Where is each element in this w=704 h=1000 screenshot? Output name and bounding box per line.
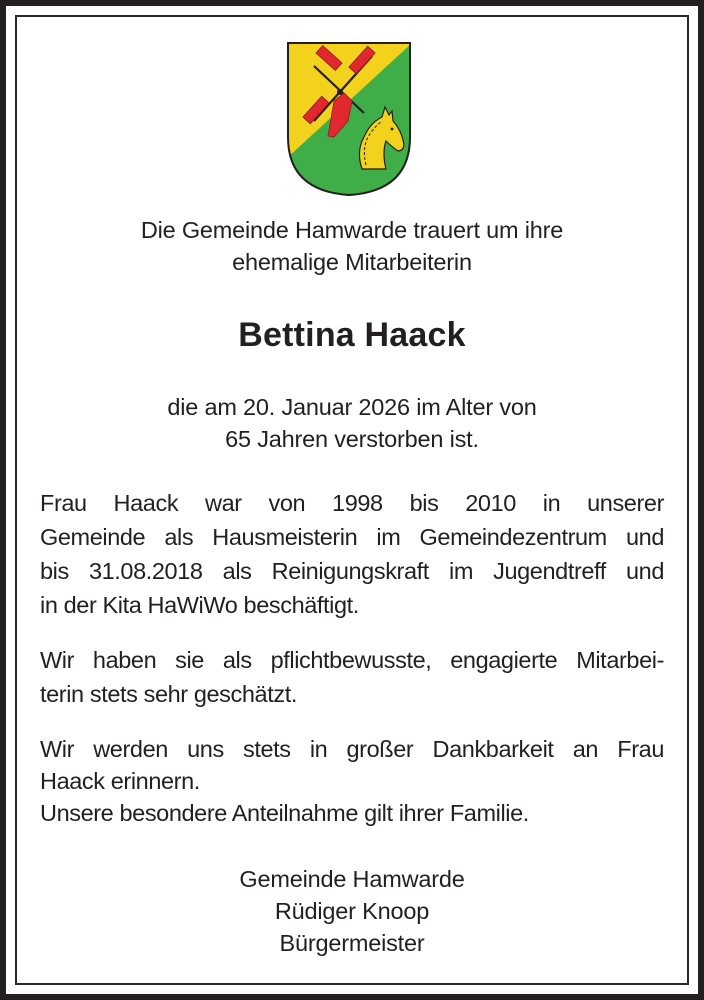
intro-line-2: ehemalige Mitarbeiterin [232, 249, 472, 275]
paragraph-line: Frau Haack war von 1998 bis 2010 in unserer [40, 490, 664, 516]
paragraph-line: bis 31.08.2018 als Reinigungskraft im Jugendtreff und [40, 558, 664, 584]
death-notice-line-2: 65 Jahren verstorben ist. [225, 426, 479, 452]
paragraph-line: Gemeinde als Hausmeisterin im Gemeindezentrum und [40, 524, 664, 550]
death-notice [0, 391, 704, 455]
paragraph-line: in der Kita HaWiWo beschäftigt. [40, 592, 359, 618]
paragraph-line: Haack erinnern. [40, 768, 200, 794]
paragraph-line: Wir werden uns stets in großer Dankbarkeit an Frau [40, 736, 664, 762]
paragraph-line: Unsere besondere Anteilnahme gilt ihrer Familie. [40, 800, 529, 826]
signature-title: Bürgermeister [279, 930, 425, 956]
signature-organization: Gemeinde Hamwarde [239, 866, 465, 892]
signature-block [0, 863, 704, 959]
coat-of-arms-icon [286, 41, 412, 197]
intro-text [0, 214, 704, 278]
paragraph-line: Wir haben sie als pflichtbewusste, engagierte Mitarbei- [40, 647, 664, 673]
intro-line-1: Die Gemeinde Hamwarde trauert um ihre [140, 217, 564, 243]
remembrance-paragraph [40, 733, 664, 829]
signature-person: Rüdiger Knoop [274, 898, 430, 924]
deceased-name: Bettina Haack [238, 316, 466, 354]
appreciation-paragraph [40, 643, 664, 711]
employment-paragraph [40, 486, 664, 622]
death-notice-line-1: die am 20. Januar 2026 im Alter von [167, 394, 537, 420]
paragraph-line: terin stets sehr geschätzt. [40, 681, 297, 707]
